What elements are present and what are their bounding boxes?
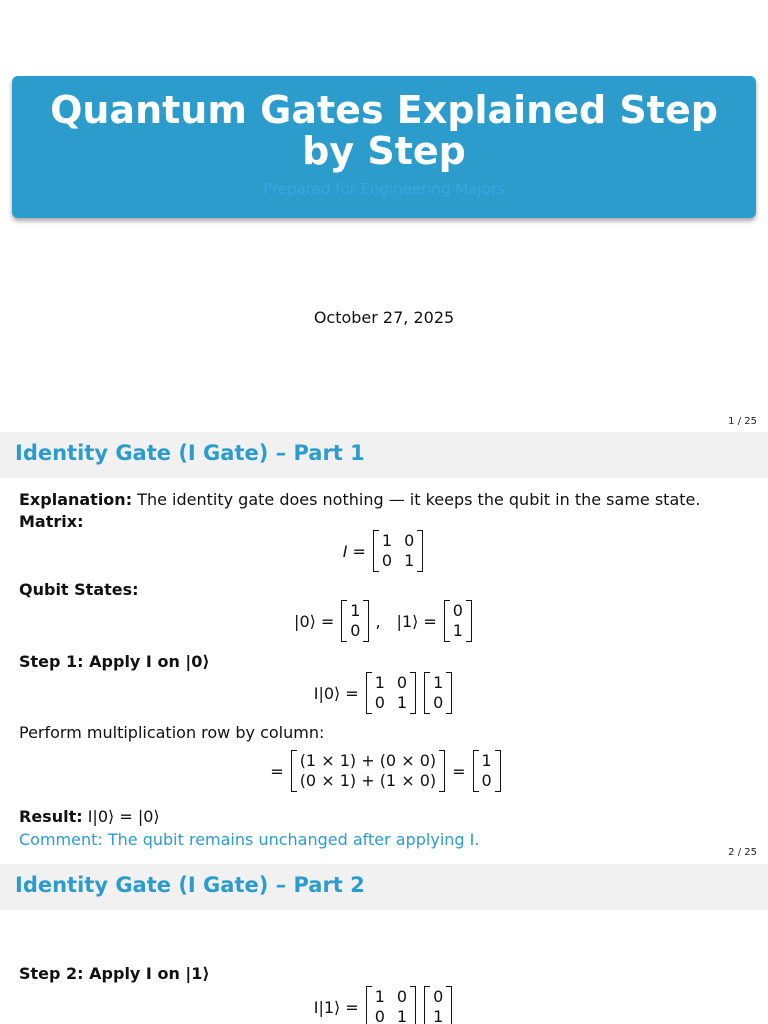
explanation-text: The identity gate does nothing — it keeps the qubit in the same state. — [132, 490, 701, 509]
explanation-label: Explanation: — [19, 490, 133, 509]
frame-title: Identity Gate (I Gate) – Part 1 — [15, 441, 365, 465]
step1-identity-matrix: 1 0 0 1 — [366, 672, 416, 714]
frame-title-bar — [0, 432, 768, 478]
qubit-states-label: Qubit States: — [19, 580, 139, 599]
matrix-lhs: I — [342, 541, 348, 561]
ket0-label: |0⟩ — [294, 611, 316, 631]
step2-identity-matrix: 1 0 0 1 — [366, 986, 416, 1024]
comment-text: Comment: The qubit remains unchanged after applying I. — [19, 830, 480, 849]
product-vector: (1 × 1) + (0 × 0) (0 × 1) + (1 × 0) — [291, 750, 445, 792]
page-number: 1 / 25 — [728, 416, 757, 427]
presentation-date: October 27, 2025 — [313, 308, 455, 327]
step1-equation: I|0⟩ = 1 0 0 1 1 0 — [0, 672, 768, 714]
product-equation: = (1 × 1) + (0 × 0) (0 × 1) + (1 × 0) = 1 0 — [0, 750, 768, 792]
step2-ket1-vector: 0 1 — [424, 986, 452, 1024]
identity-gate-part1-slide — [0, 432, 768, 864]
qubit-states-equation: |0⟩ = 1 0 , |1⟩ = 0 1 — [0, 600, 768, 642]
ket1-label: |1⟩ — [396, 611, 419, 631]
identity-matrix: 1 0 0 1 — [373, 530, 423, 572]
result-text: I|0⟩ = |0⟩ — [82, 807, 160, 826]
result-label: Result: — [19, 807, 83, 826]
identity-gate-part2-slide — [0, 864, 768, 1024]
ket0-vector: 1 0 — [341, 600, 369, 642]
step1-lhs: I|0⟩ — [313, 683, 341, 703]
title-slide — [0, 0, 768, 432]
title-banner — [12, 76, 756, 218]
frame-title-bar — [0, 864, 768, 910]
explanation-line — [19, 490, 700, 509]
step2-label: Step 2: Apply I on |1⟩ — [19, 964, 210, 983]
identity-matrix-equation: I = 1 0 0 1 — [0, 530, 768, 572]
step2-equation: I|1⟩ = 1 0 0 1 0 1 — [0, 986, 768, 1024]
frame-title: Identity Gate (I Gate) – Part 2 — [15, 873, 365, 897]
page-number: 2 / 25 — [728, 847, 757, 858]
step2-lhs: I|1⟩ — [313, 997, 341, 1017]
ket1-vector: 0 1 — [444, 600, 472, 642]
presentation-subtitle: Prepared for Engineering Majors — [263, 180, 505, 198]
result-vector: 1 0 — [473, 750, 501, 792]
step1-ket0-vector: 1 0 — [424, 672, 452, 714]
perform-text: Perform multiplication row by column: — [19, 723, 325, 742]
matrix-label: Matrix: — [19, 512, 84, 531]
result-line — [19, 807, 160, 826]
presentation-title: Quantum Gates Explained Step by Step — [50, 88, 718, 173]
step1-label: Step 1: Apply I on |0⟩ — [19, 652, 210, 671]
